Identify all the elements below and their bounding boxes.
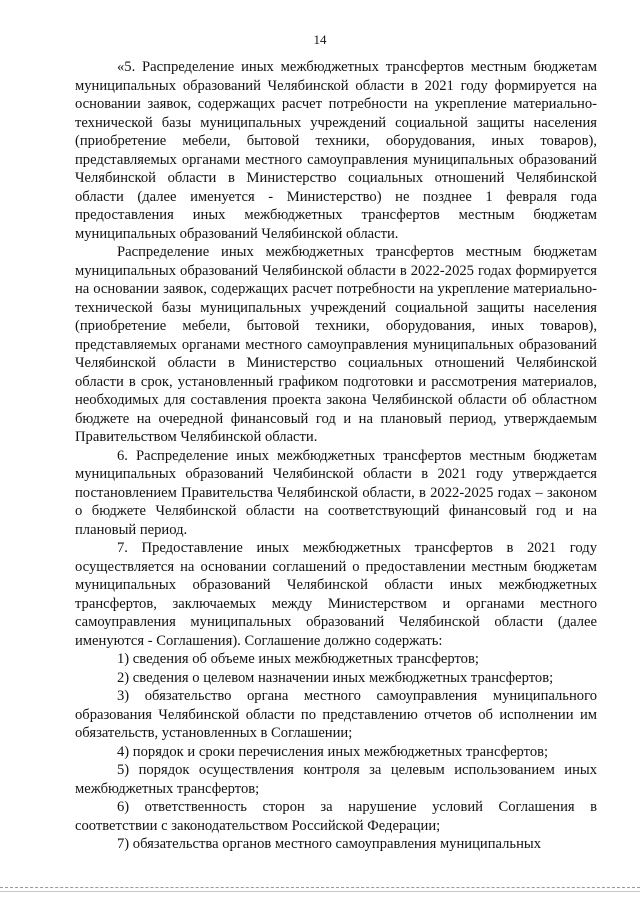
paragraph-item-7: 7. Предоставление иных межбюджетных трансфертов в 2021 году осуществляется на основании соглашений о предоставлении местным бюджетам муниципальных образований Челябинской области иных межбюджетных трансфертов, заключаемых между Министерством и органами местного самоуправления муниципальных образований Челябинской области (далее именуются - Соглашения). Соглашение должно содержать:: [75, 540, 597, 649]
list-item-2: 2) сведения о целевом назначении иных межбюджетных трансфертов;: [117, 669, 554, 686]
paragraph-item-5: «5. Распределение иных межбюджетных трансфертов местным бюджетам муниципальных образований Челябинской области в 2021 году формируется на основании заявок, содержащих расчет потребности на укрепление материально-технической базы муниципальных учреждений социальной защиты населения (приобретение мебели, бытовой техники, оборудования, иных товаров), представляемых органами местного самоуправления муниципальных образований Челябинской области в Министерство социальных отношений Челябинской области (далее именуется - Министерство) не позднее 1 февраля года предоставления иных межбюджетных трансфертов местным бюджетам муниципальных образований Челябинской области.: [75, 59, 597, 242]
paragraph-distribution-2022-2025: Распределение иных межбюджетных трансфертов местным бюджетам муниципальных образований Челябинской области в 2022-2025 годах формируется на основании заявок, содержащих расчет потребности на укрепление материально-технической базы муниципальных учреждений социальной защиты населения (приобретение мебели, бытовой техники, оборудования, иных товаров), представляемых органами местного самоуправления муниципальных образований Челябинской области в Министерство социальных отношений Челябинской области в срок, установленный графиком подготовки и рассмотрения материалов, необходимых для составления проекта закона Челябинской области об областном бюджете на очередной финансовый год и на плановый период, утверждаемым Правительством Челябинской области.: [75, 244, 597, 445]
scan-edge-divider-secondary: [0, 891, 640, 892]
list-item-6: 6) ответственность сторон за нарушение условий Соглашения в соответствии с законодательством Российской Федерации;: [75, 799, 597, 834]
list-item-1: 1) сведения об объеме иных межбюджетных трансфертов;: [117, 651, 479, 667]
document-body: [75, 58, 597, 854]
page-number: 14: [313, 32, 327, 47]
list-item-5: 5) порядок осуществления контроля за целевым использованием иных межбюджетных трансфертов;: [75, 762, 597, 797]
list-item-4: 4) порядок и сроки перечисления иных межбюджетных трансфертов;: [117, 743, 549, 760]
list-item-3: 3) обязательство органа местного самоуправления муниципального образования Челябинской области по представлению отчетов об исполнении им обязательств, установленных в Соглашении;: [75, 688, 597, 741]
list-item-7: 7) обязательства органов местного самоуправления муниципальных: [117, 836, 541, 852]
paragraph-item-6: 6. Распределение иных межбюджетных трансфертов местным бюджетам муниципальных образований Челябинской области в 2021 году утверждается постановлением Правительства Челябинской области, в 2022-2025 годах – законом о бюджете Челябинской области на соответствующий финансовый год и на плановый период.: [75, 447, 597, 538]
scan-edge-divider: [0, 887, 640, 888]
